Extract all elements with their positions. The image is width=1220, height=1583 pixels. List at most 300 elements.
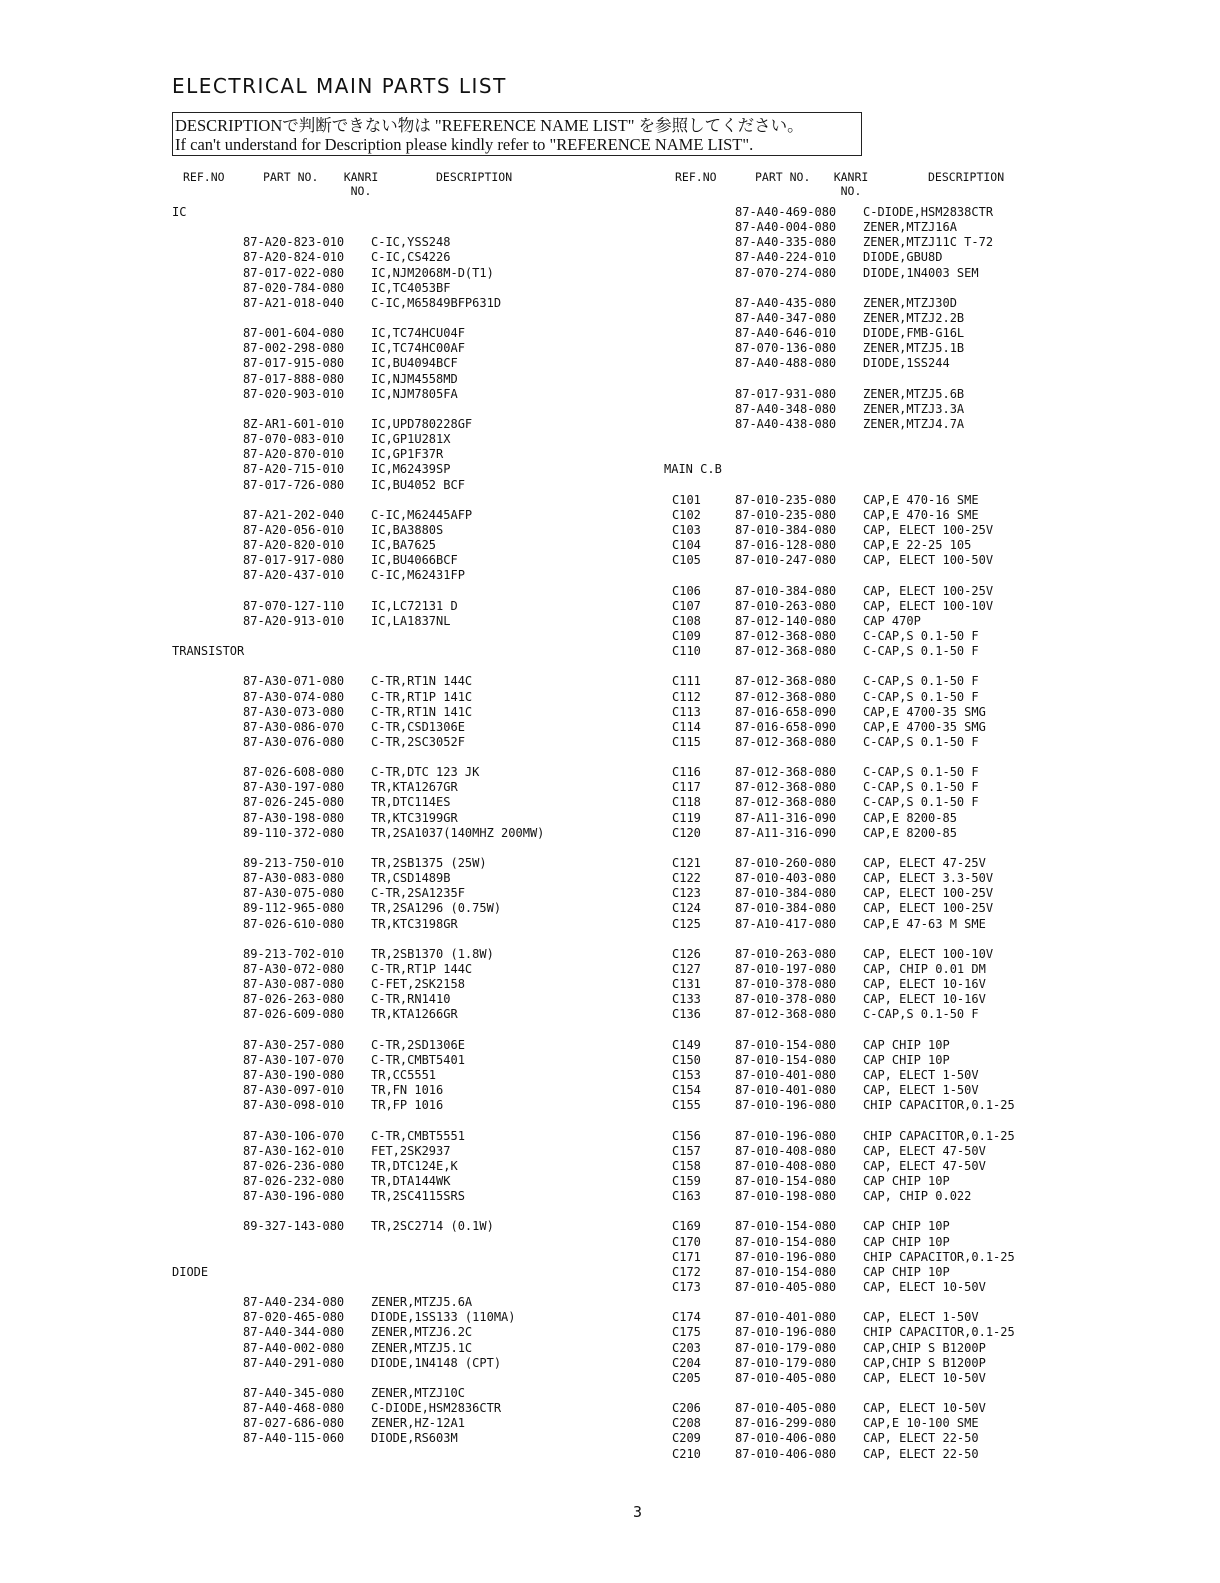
description: CAP, ELECT 100-25V bbox=[863, 583, 994, 598]
description: C-CAP,S 0.1-50 F bbox=[863, 644, 979, 659]
description: C-TR,CMBT5551 bbox=[371, 1128, 465, 1143]
part-no: 87-017-022-080 bbox=[243, 265, 345, 280]
part-no: 87-A40-469-080 bbox=[735, 205, 837, 219]
part-no: 87-A11-316-090 bbox=[735, 825, 837, 840]
part-no: 87-010-154-080 bbox=[735, 1174, 837, 1188]
description: ZENER,MTZJ4.7A bbox=[863, 416, 965, 431]
part-no: 87-A40-002-080 bbox=[243, 1340, 345, 1355]
parts-row bbox=[664, 1250, 1134, 1265]
parts-row bbox=[172, 1341, 632, 1356]
parts-row bbox=[664, 1159, 1134, 1174]
parts-row bbox=[664, 402, 1134, 417]
parts-row bbox=[664, 235, 1134, 250]
description: CAP CHIP 10P bbox=[863, 1234, 950, 1249]
parts-row bbox=[172, 478, 632, 493]
part-no: 87-026-609-080 bbox=[243, 1007, 345, 1022]
parts-row bbox=[664, 250, 1134, 265]
description: CAP,E 10-100 SME bbox=[863, 1416, 979, 1431]
parts-row bbox=[172, 795, 632, 810]
part-no: 87-A20-820-010 bbox=[243, 538, 345, 553]
part-no: 87-070-127-110 bbox=[243, 598, 345, 613]
part-no: 87-A30-083-080 bbox=[243, 871, 345, 886]
description: ZENER,MTZJ10C bbox=[371, 1385, 465, 1400]
part-no: 87-010-154-080 bbox=[735, 1234, 837, 1249]
spacer-row bbox=[172, 1235, 632, 1250]
part-no: 87-A20-913-010 bbox=[243, 613, 345, 628]
description: CAP, ELECT 10-50V bbox=[863, 1370, 986, 1385]
description: TR,KTC3199GR bbox=[371, 810, 458, 825]
description: CAP, ELECT 10-50V bbox=[863, 1279, 986, 1294]
header-part-no: PART NO. bbox=[263, 170, 319, 184]
parts-row bbox=[172, 599, 632, 614]
part-no: 87-026-610-080 bbox=[243, 916, 345, 931]
part-no: 87-026-608-080 bbox=[243, 765, 345, 780]
part-no: 87-010-154-080 bbox=[735, 1037, 837, 1052]
ref-no: C113 bbox=[672, 704, 701, 719]
ref-no: C170 bbox=[672, 1234, 701, 1249]
spacer-row bbox=[664, 1295, 1134, 1310]
description: IC,M62439SP bbox=[371, 462, 451, 477]
part-no: 87-A20-823-010 bbox=[243, 235, 345, 250]
part-no: 89-112-965-080 bbox=[243, 901, 345, 916]
ref-no: C155 bbox=[672, 1098, 701, 1113]
description: C-TR,RN1410 bbox=[371, 992, 451, 1007]
section-heading-label: IC bbox=[172, 205, 187, 219]
description: TR,DTC114ES bbox=[371, 795, 451, 810]
parts-row bbox=[664, 947, 1134, 962]
description: CAP, ELECT 47-50V bbox=[863, 1158, 986, 1173]
ref-no: C102 bbox=[672, 507, 701, 522]
part-no: 89-213-702-010 bbox=[243, 946, 345, 961]
parts-row bbox=[664, 901, 1134, 916]
parts-row bbox=[172, 1295, 632, 1310]
spacer-row bbox=[172, 932, 632, 947]
part-no: 87-010-384-080 bbox=[735, 901, 837, 916]
part-no: 87-A40-348-080 bbox=[735, 401, 837, 416]
spacer-row bbox=[172, 584, 632, 599]
part-no: 87-027-686-080 bbox=[243, 1416, 345, 1431]
description: TR,2SA1037(140MHZ 200MW) bbox=[371, 825, 545, 840]
description: ZENER,MTZJ2.2B bbox=[863, 310, 965, 325]
part-no: 87-016-658-090 bbox=[735, 704, 837, 719]
part-no: 87-012-368-080 bbox=[735, 689, 837, 704]
ref-no: C118 bbox=[672, 795, 701, 810]
part-no: 87-010-247-080 bbox=[735, 553, 837, 568]
description: C-TR,RT1N 141C bbox=[371, 704, 473, 719]
description: IC,GP1F37R bbox=[371, 447, 444, 462]
section-heading bbox=[172, 205, 632, 220]
description: C-CAP,S 0.1-50 F bbox=[863, 1007, 979, 1022]
parts-row bbox=[664, 735, 1134, 750]
part-no: 87-020-784-080 bbox=[243, 280, 345, 295]
description: CAP CHIP 10P bbox=[863, 1264, 950, 1279]
description: TR,DTC124E,K bbox=[371, 1158, 458, 1173]
parts-row bbox=[664, 1189, 1134, 1204]
part-no: 87-010-179-080 bbox=[735, 1340, 837, 1355]
ref-no: C157 bbox=[672, 1143, 701, 1158]
parts-row bbox=[172, 568, 632, 583]
part-no: 87-A30-073-080 bbox=[243, 704, 345, 719]
part-no: 87-010-401-080 bbox=[735, 1310, 837, 1325]
part-no: 87-A30-162-010 bbox=[243, 1143, 345, 1158]
description: CAP 470P bbox=[863, 613, 921, 628]
ref-no: C119 bbox=[672, 810, 701, 825]
spacer-row bbox=[664, 478, 1134, 493]
parts-row bbox=[664, 220, 1134, 235]
description: DIODE,FMB-G16L bbox=[863, 326, 965, 341]
part-no: 87-A40-344-080 bbox=[243, 1325, 345, 1340]
ref-no: C111 bbox=[672, 674, 701, 689]
description: CAP, ELECT 22-50 bbox=[863, 1446, 979, 1461]
header-kanri-line2: NO. bbox=[840, 184, 862, 198]
part-no: 87-026-236-080 bbox=[243, 1158, 345, 1173]
part-no: 87-010-401-080 bbox=[735, 1068, 837, 1083]
part-no: 89-110-372-080 bbox=[243, 825, 345, 840]
header-kanri-line2: NO. bbox=[350, 184, 372, 198]
spacer-row bbox=[664, 372, 1134, 387]
part-no: 87-A30-097-010 bbox=[243, 1083, 345, 1098]
description: CAP, ELECT 10-16V bbox=[863, 977, 986, 992]
parts-row bbox=[172, 1416, 632, 1431]
parts-row bbox=[172, 372, 632, 387]
spacer-row bbox=[664, 1113, 1134, 1128]
description: TR,2SC4115SRS bbox=[371, 1189, 465, 1204]
ref-no: C203 bbox=[672, 1340, 701, 1355]
parts-row bbox=[664, 1341, 1134, 1356]
parts-row bbox=[664, 962, 1134, 977]
parts-row bbox=[172, 296, 632, 311]
part-no: 87-010-405-080 bbox=[735, 1401, 837, 1416]
part-no: 87-070-274-080 bbox=[735, 265, 837, 280]
parts-row bbox=[172, 553, 632, 568]
parts-row bbox=[172, 614, 632, 629]
parts-row bbox=[664, 523, 1134, 538]
description: C-DIODE,HSM2838CTR bbox=[863, 205, 994, 219]
description: CAP, ELECT 100-25V bbox=[863, 901, 994, 916]
parts-row bbox=[172, 1083, 632, 1098]
part-no: 87-017-917-080 bbox=[243, 553, 345, 568]
description: DIODE,1SS244 bbox=[863, 356, 950, 371]
parts-row bbox=[172, 977, 632, 992]
ref-no: C127 bbox=[672, 962, 701, 977]
page-title: ELECTRICAL MAIN PARTS LIST bbox=[172, 74, 507, 98]
part-no: 87-A40-438-080 bbox=[735, 416, 837, 431]
ref-no: C122 bbox=[672, 871, 701, 886]
description: TR,CSD1489B bbox=[371, 871, 451, 886]
part-no: 87-A30-197-080 bbox=[243, 780, 345, 795]
part-no: 87-010-179-080 bbox=[735, 1355, 837, 1370]
description: TR,FP 1016 bbox=[371, 1098, 444, 1113]
left-column-headers bbox=[172, 170, 632, 202]
ref-no: C175 bbox=[672, 1325, 701, 1340]
description: TR,2SB1375 (25W) bbox=[371, 856, 487, 871]
parts-row bbox=[664, 1144, 1134, 1159]
parts-row bbox=[664, 493, 1134, 508]
parts-row bbox=[172, 1129, 632, 1144]
description: CAP, ELECT 22-50 bbox=[863, 1431, 979, 1446]
page-number: 3 bbox=[632, 1503, 643, 1521]
spacer-row bbox=[172, 1371, 632, 1386]
description: CAP,E 470-16 SME bbox=[863, 507, 979, 522]
parts-row bbox=[664, 1219, 1134, 1234]
parts-row bbox=[664, 856, 1134, 871]
part-no: 87-A40-646-010 bbox=[735, 326, 837, 341]
parts-row bbox=[172, 356, 632, 371]
description: CAP,E 8200-85 bbox=[863, 810, 957, 825]
parts-row bbox=[664, 538, 1134, 553]
spacer-row bbox=[664, 750, 1134, 765]
description: DIODE,1SS133 (110MA) bbox=[371, 1310, 516, 1325]
description: CAP CHIP 10P bbox=[863, 1037, 950, 1052]
parts-row bbox=[172, 720, 632, 735]
ref-no: C123 bbox=[672, 886, 701, 901]
part-no: 87-A30-074-080 bbox=[243, 689, 345, 704]
description: DIODE,1N4148 (CPT) bbox=[371, 1355, 502, 1370]
parts-row bbox=[172, 1431, 632, 1446]
spacer-row bbox=[172, 659, 632, 674]
parts-row bbox=[664, 1265, 1134, 1280]
parts-row bbox=[664, 1053, 1134, 1068]
description: C-TR,RT1N 144C bbox=[371, 674, 473, 689]
part-no: 87-010-196-080 bbox=[735, 1098, 837, 1113]
description: TR,DTA144WK bbox=[371, 1174, 451, 1188]
spacer-row bbox=[664, 281, 1134, 296]
part-no: 8Z-AR1-601-010 bbox=[243, 416, 345, 431]
description: IC,NJM2068M-D(T1) bbox=[371, 265, 494, 280]
parts-row bbox=[172, 508, 632, 523]
description: CAP,E 22-25 105 bbox=[863, 538, 972, 553]
part-no: 87-010-263-080 bbox=[735, 598, 837, 613]
ref-no: C125 bbox=[672, 916, 701, 931]
part-no: 87-026-245-080 bbox=[243, 795, 345, 810]
description: C-CAP,S 0.1-50 F bbox=[863, 780, 979, 795]
part-no: 87-010-197-080 bbox=[735, 962, 837, 977]
parts-row bbox=[664, 584, 1134, 599]
part-no: 87-010-235-080 bbox=[735, 507, 837, 522]
part-no: 87-A40-345-080 bbox=[243, 1385, 345, 1400]
header-ref-no: REF.NO bbox=[675, 170, 717, 184]
parts-row bbox=[172, 523, 632, 538]
description: CAP, ELECT 100-25V bbox=[863, 886, 994, 901]
parts-row bbox=[172, 1310, 632, 1325]
description: CAP CHIP 10P bbox=[863, 1219, 950, 1234]
part-no: 87-010-405-080 bbox=[735, 1370, 837, 1385]
description: CAP, CHIP 0.01 DM bbox=[863, 962, 986, 977]
description: CAP, ELECT 100-10V bbox=[863, 946, 994, 961]
parts-row bbox=[664, 720, 1134, 735]
parts-row bbox=[664, 387, 1134, 402]
description: C-CAP,S 0.1-50 F bbox=[863, 689, 979, 704]
description: C-TR,2SC3052F bbox=[371, 734, 465, 749]
part-no: 87-A30-086-070 bbox=[243, 719, 345, 734]
description: CAP, ELECT 100-10V bbox=[863, 598, 994, 613]
spacer-row bbox=[664, 932, 1134, 947]
ref-no: C174 bbox=[672, 1310, 701, 1325]
part-no: 87-A30-107-070 bbox=[243, 1052, 345, 1067]
part-no: 87-A40-335-080 bbox=[735, 235, 837, 250]
part-no: 87-A21-018-040 bbox=[243, 295, 345, 310]
part-no: 87-A40-115-060 bbox=[243, 1431, 345, 1446]
description: ZENER,MTZJ5.6A bbox=[371, 1295, 473, 1310]
spacer-row bbox=[664, 432, 1134, 447]
description: CAP,E 4700-35 SMG bbox=[863, 704, 986, 719]
parts-row bbox=[172, 1325, 632, 1340]
header-description: DESCRIPTION bbox=[436, 170, 513, 184]
part-no: 87-A30-257-080 bbox=[243, 1037, 345, 1052]
description: C-IC,M65849BFP631D bbox=[371, 295, 502, 310]
parts-row bbox=[172, 1068, 632, 1083]
part-no: 87-A30-198-080 bbox=[243, 810, 345, 825]
part-no: 87-017-915-080 bbox=[243, 356, 345, 371]
section-heading-label: DIODE bbox=[172, 1264, 209, 1279]
header-kanri-line1: KANRI bbox=[343, 170, 379, 184]
spacer-row bbox=[172, 1204, 632, 1219]
parts-row bbox=[172, 1098, 632, 1113]
description: C-CAP,S 0.1-50 F bbox=[863, 765, 979, 780]
parts-row bbox=[172, 886, 632, 901]
part-no: 87-012-368-080 bbox=[735, 674, 837, 689]
description: DIODE,RS603M bbox=[371, 1431, 458, 1446]
description: FET,2SK2937 bbox=[371, 1143, 451, 1158]
section-heading bbox=[172, 644, 632, 659]
description: IC,GP1U281X bbox=[371, 432, 451, 447]
reference-notice-box bbox=[172, 112, 862, 156]
part-no: 87-A40-234-080 bbox=[243, 1295, 345, 1310]
parts-row bbox=[172, 705, 632, 720]
parts-row bbox=[172, 281, 632, 296]
ref-no: C108 bbox=[672, 613, 701, 628]
parts-row bbox=[664, 1174, 1134, 1189]
header-description: DESCRIPTION bbox=[928, 170, 1005, 184]
parts-row bbox=[172, 1174, 632, 1189]
description: IC,UPD780228GF bbox=[371, 416, 473, 431]
part-no: 87-010-154-080 bbox=[735, 1052, 837, 1067]
part-no: 87-A11-316-090 bbox=[735, 810, 837, 825]
parts-row bbox=[172, 735, 632, 750]
ref-no: C112 bbox=[672, 689, 701, 704]
description: C-IC,M62445AFP bbox=[371, 507, 473, 522]
description: CAP, ELECT 47-50V bbox=[863, 1143, 986, 1158]
ref-no: C109 bbox=[672, 628, 701, 643]
description: C-TR,CMBT5401 bbox=[371, 1052, 465, 1067]
description: CHIP CAPACITOR,0.1-25 bbox=[863, 1249, 1015, 1264]
part-no: 87-017-888-080 bbox=[243, 371, 345, 386]
parts-row bbox=[172, 992, 632, 1007]
parts-row bbox=[172, 765, 632, 780]
parts-row bbox=[172, 917, 632, 932]
part-no: 87-A20-715-010 bbox=[243, 462, 345, 477]
part-no: 87-012-140-080 bbox=[735, 613, 837, 628]
parts-row bbox=[172, 250, 632, 265]
ref-no: C172 bbox=[672, 1264, 701, 1279]
ref-no: C209 bbox=[672, 1431, 701, 1446]
part-no: 87-026-232-080 bbox=[243, 1174, 345, 1188]
description: IC,TC74HCU04F bbox=[371, 326, 465, 341]
parts-row bbox=[172, 856, 632, 871]
description: CAP, ELECT 100-50V bbox=[863, 553, 994, 568]
spacer-row bbox=[172, 1023, 632, 1038]
description: CAP, ELECT 47-25V bbox=[863, 856, 986, 871]
part-no: 87-010-378-080 bbox=[735, 992, 837, 1007]
ref-no: C173 bbox=[672, 1279, 701, 1294]
description: C-FET,2SK2158 bbox=[371, 977, 465, 992]
part-no: 87-010-401-080 bbox=[735, 1083, 837, 1098]
description: C-CAP,S 0.1-50 F bbox=[863, 795, 979, 810]
part-no: 87-A30-190-080 bbox=[243, 1068, 345, 1083]
header-part-no: PART NO. bbox=[755, 170, 811, 184]
parts-row bbox=[172, 674, 632, 689]
parts-row bbox=[664, 826, 1134, 841]
spacer-row bbox=[172, 311, 632, 326]
description: IC,LA1837NL bbox=[371, 613, 451, 628]
parts-row bbox=[172, 447, 632, 462]
parts-row bbox=[664, 977, 1134, 992]
parts-row bbox=[172, 387, 632, 402]
ref-no: C150 bbox=[672, 1052, 701, 1067]
spacer-row bbox=[172, 1113, 632, 1128]
ref-no: C106 bbox=[672, 583, 701, 598]
ref-no: C104 bbox=[672, 538, 701, 553]
ref-no: C159 bbox=[672, 1174, 701, 1188]
part-no: 87-010-196-080 bbox=[735, 1325, 837, 1340]
part-no: 87-A40-347-080 bbox=[735, 310, 837, 325]
spacer-row bbox=[172, 841, 632, 856]
ref-no: C169 bbox=[672, 1219, 701, 1234]
ref-no: C103 bbox=[672, 522, 701, 537]
parts-row bbox=[172, 780, 632, 795]
description: TR,CC5551 bbox=[371, 1068, 437, 1083]
description: CAP, ELECT 3.3-50V bbox=[863, 871, 994, 886]
description: ZENER,MTZJ30D bbox=[863, 295, 957, 310]
ref-no: C101 bbox=[672, 492, 701, 507]
parts-row bbox=[664, 1083, 1134, 1098]
parts-row bbox=[664, 326, 1134, 341]
part-no: 87-010-384-080 bbox=[735, 583, 837, 598]
description: C-TR,RT1P 141C bbox=[371, 689, 473, 704]
parts-row bbox=[664, 553, 1134, 568]
spacer-row bbox=[664, 1204, 1134, 1219]
part-no: 89-327-143-080 bbox=[243, 1219, 345, 1234]
part-no: 87-016-658-090 bbox=[735, 719, 837, 734]
description: C-TR,DTC 123 JK bbox=[371, 765, 480, 780]
parts-row bbox=[664, 992, 1134, 1007]
parts-row bbox=[664, 1068, 1134, 1083]
ref-no: C149 bbox=[672, 1037, 701, 1052]
spacer-row bbox=[664, 447, 1134, 462]
part-no: 87-010-154-080 bbox=[735, 1264, 837, 1279]
part-no: 87-A40-468-080 bbox=[243, 1401, 345, 1416]
part-no: 87-010-406-080 bbox=[735, 1431, 837, 1446]
description: ZENER,MTZJ11C T-72 bbox=[863, 235, 994, 250]
part-no: 87-012-368-080 bbox=[735, 780, 837, 795]
part-no: 89-213-750-010 bbox=[243, 856, 345, 871]
description: CHIP CAPACITOR,0.1-25 bbox=[863, 1128, 1015, 1143]
ref-no: C117 bbox=[672, 780, 701, 795]
parts-row bbox=[172, 417, 632, 432]
notice-line-japanese: DESCRIPTIONで判断できない物は "REFERENCE NAME LIST" を参照してください。 bbox=[175, 116, 804, 135]
description: C-TR,CSD1306E bbox=[371, 719, 465, 734]
description: CAP, ELECT 100-25V bbox=[863, 522, 994, 537]
spacer-row bbox=[172, 1280, 632, 1295]
section-heading-label: TRANSISTOR bbox=[172, 644, 245, 659]
description: CAP, CHIP 0.022 bbox=[863, 1189, 972, 1204]
parts-row bbox=[172, 235, 632, 250]
description: CHIP CAPACITOR,0.1-25 bbox=[863, 1325, 1015, 1340]
spacer-row bbox=[664, 568, 1134, 583]
description: IC,BU4066BCF bbox=[371, 553, 458, 568]
ref-no: C121 bbox=[672, 856, 701, 871]
description: CAP,CHIP S B1200P bbox=[863, 1355, 986, 1370]
